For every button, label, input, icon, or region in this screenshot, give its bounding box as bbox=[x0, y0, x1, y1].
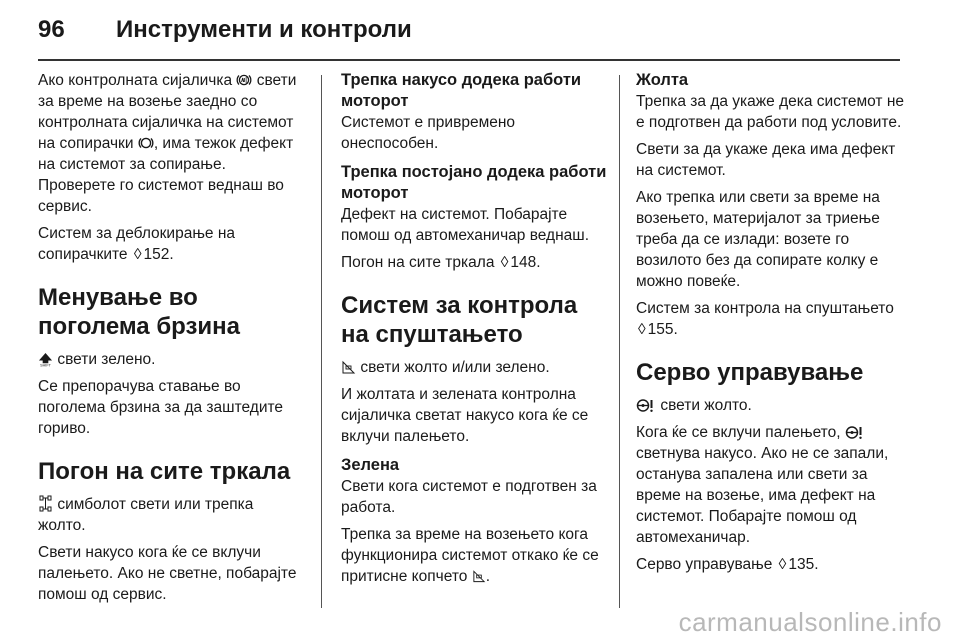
green-paragraph-2: Трепка за време на возењето кога функционира системот откако ќе се притисне копчето . bbox=[341, 526, 599, 585]
power-steering-paragraph-2: Кога ќе се вклучи палењето, светнува накусо. Ако не се запали, останува запалена или свети за време на возење, има дефект на системот. Побарајте помош од автомеханичар. bbox=[636, 424, 889, 546]
abs-warning-icon bbox=[236, 72, 252, 88]
page-reference-link[interactable]: 155. bbox=[647, 321, 678, 338]
section-heading-hill-descent: Систем за контрола на спуштањето bbox=[341, 292, 578, 348]
subheading-green: Зелена bbox=[341, 456, 400, 474]
yellow-paragraph-1: Трепка за да укаже дека системот не е подготвен да работи под условите. bbox=[636, 93, 905, 131]
power-steering-paragraph: свети жолто. bbox=[636, 395, 916, 416]
page-number: 96 bbox=[38, 16, 65, 43]
upshift-icon bbox=[38, 352, 53, 367]
awd-paragraph-2: Свети накусо кога ќе се вклучи палењето. Ако не светне, побарајте помош од сервис. bbox=[38, 544, 297, 603]
section-heading-awd: Погон на сите тркала bbox=[38, 458, 291, 485]
page-reference-link[interactable]: 148. bbox=[510, 254, 541, 271]
header-rule bbox=[38, 59, 900, 61]
page-reference-link[interactable]: 152. bbox=[143, 246, 174, 263]
brief-flash-paragraph: Системот е привремено онеспособен. bbox=[341, 114, 516, 152]
green-paragraph-1: Свети кога системот е подготвен за работа. bbox=[341, 478, 597, 516]
column-2 bbox=[341, 70, 608, 593]
section-heading-power-steering: Серво управување bbox=[636, 359, 864, 386]
upshift-paragraph: SHIFT свети зелено. bbox=[38, 349, 304, 370]
page-reference-icon: ◊ bbox=[500, 254, 509, 271]
hill-descent-reference-paragraph: Систем за контрола на спуштањето ◊ 155. bbox=[636, 300, 894, 338]
page-reference-link[interactable]: 135. bbox=[788, 556, 819, 573]
yellow-paragraph-2: Свети за да укаже дека има дефект на системот. bbox=[636, 141, 896, 179]
hill-descent-paragraph: свети жолто и/или зелено. bbox=[341, 357, 608, 378]
column-divider bbox=[619, 75, 620, 608]
column-divider bbox=[321, 75, 322, 608]
subheading-brief-flash: Трепка накусо додека работи моторот bbox=[341, 71, 582, 110]
svg-text:SHIFT: SHIFT bbox=[40, 363, 51, 367]
hill-descent-button-icon bbox=[472, 568, 486, 584]
page-reference-icon: ◊ bbox=[778, 556, 787, 573]
page-header bbox=[0, 0, 960, 60]
hill-descent-icon bbox=[341, 359, 356, 375]
page-reference-icon: ◊ bbox=[638, 321, 646, 338]
column-1 bbox=[38, 70, 304, 611]
column-3 bbox=[636, 70, 916, 581]
power-steering-icon bbox=[636, 398, 656, 413]
awd-icon bbox=[38, 495, 53, 512]
watermark: carmanualsonline.info bbox=[678, 607, 942, 637]
page-reference-icon: ◊ bbox=[133, 246, 142, 263]
subheading-yellow: Жолта bbox=[636, 71, 689, 89]
awd-reference-paragraph: Погон на сите тркала ◊ 148. bbox=[341, 254, 541, 271]
brake-system-icon bbox=[138, 135, 154, 151]
hill-descent-paragraph-2: И жолтата и зелената контролна сијаличка светат накусо кога ќе се вклучи палењето. bbox=[341, 386, 589, 445]
continuous-flash-paragraph: Дефект на системот. Побарајте помош од автомеханичар веднаш. bbox=[341, 206, 589, 244]
power-steering-icon bbox=[845, 425, 865, 440]
power-steering-reference-paragraph: Серво управување ◊ 135. bbox=[636, 556, 819, 573]
section-heading-upshift: Менување во поголема брзина bbox=[38, 284, 241, 340]
yellow-paragraph-3: Ако трепка или свети за време на возењето, материјалот за триење треба да се излади: возете го возилото без да сопирате колку е можно повеќе. bbox=[636, 189, 880, 290]
page-title: Инструменти и контроли bbox=[116, 16, 412, 43]
subheading-continuous-flash: Трепка постојано додека работи моторот bbox=[341, 163, 607, 202]
awd-paragraph: симболот свети или трепка жолто. bbox=[38, 496, 254, 534]
abs-warning-paragraph: Ако контролната сијаличка свети за време на возење заедно со контролната сијаличка на системот на сопирачки , има тежок дефект на системот за сопирање. Проверете го системот веднаш во сервис. bbox=[38, 72, 297, 215]
brake-release-paragraph: Систем за деблокирање на сопирачките ◊ 152. bbox=[38, 225, 236, 263]
upshift-paragraph-2: Се препорачува ставање во поголема брзина за да заштедите гориво. bbox=[38, 378, 284, 437]
